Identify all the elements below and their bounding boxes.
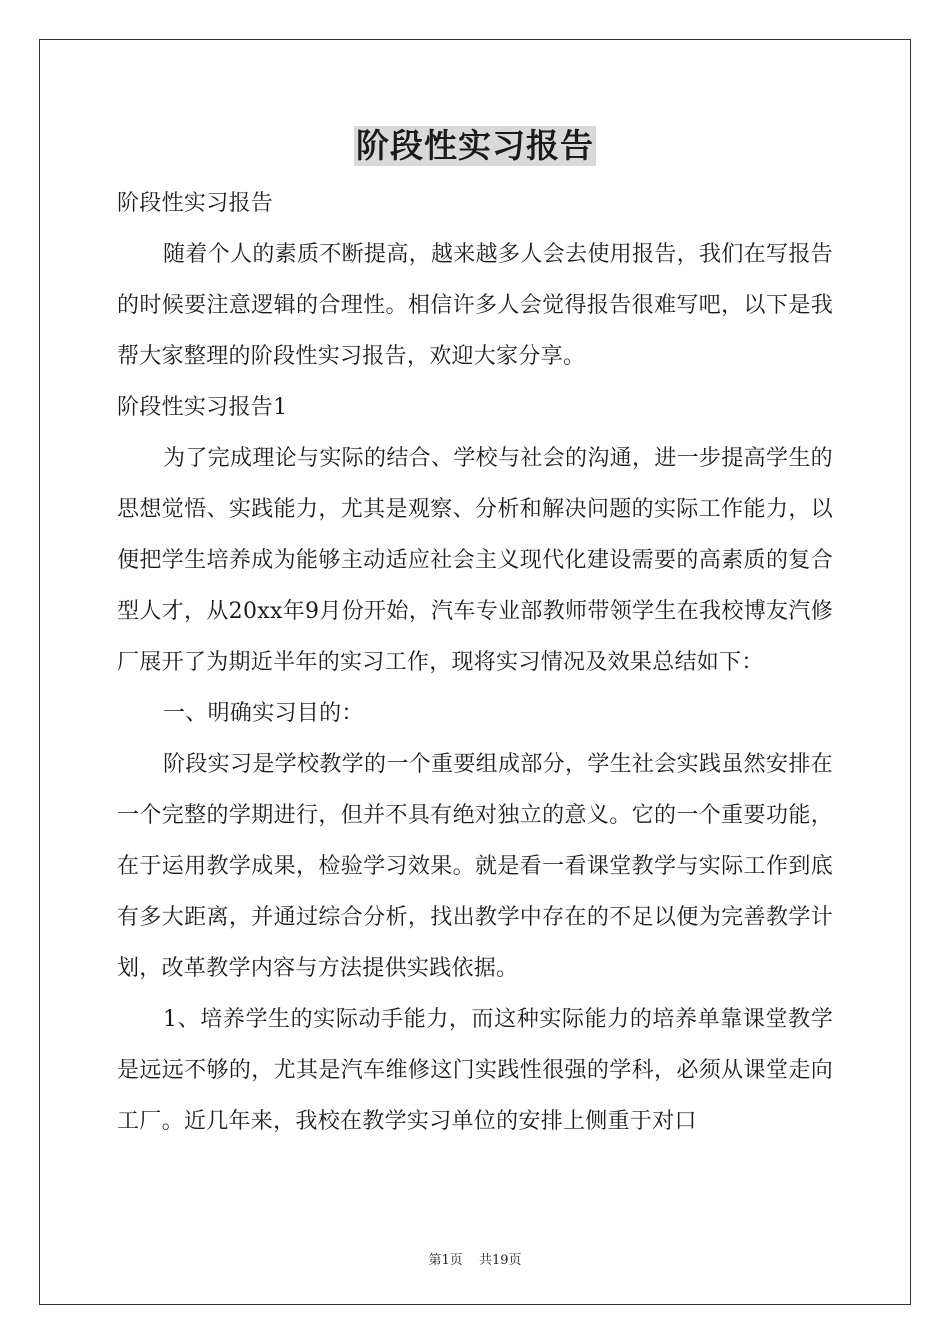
paragraph: 阶段性实习报告 xyxy=(117,191,274,216)
paragraph: 阶段实习是学校教学的一个重要组成部分，学生社会实践虽然安排在一个完整的学期进行，但并不具有绝对独立的意义。它的一个重要功能，在于运用教学成果，检验学习效果。就是看一看课堂教学与实际工作到底有多大距离，并通过综合分析，找出教学中存在的不足以便为完善教学计划，改革教学内容与方法提供实践依据。 xyxy=(117,752,833,981)
title-container xyxy=(0,126,950,166)
document-title: 阶段性实习报告 xyxy=(356,126,594,165)
page-footer xyxy=(0,1249,950,1268)
section-heading: 一、明确实习目的： xyxy=(163,701,364,726)
page-number: 第1页 xyxy=(428,1253,463,1268)
section-heading: 阶段性实习报告1 xyxy=(117,395,288,420)
page-total: 共19页 xyxy=(478,1253,522,1268)
document-body xyxy=(117,178,833,1147)
paragraph: 1、培养学生的实际动手能力，而这种实际能力的培养单靠课堂教学是远远不够的，尤其是汽车维修这门实践性很强的学科，必须从课堂走向工厂。近几年来，我校在教学实习单位的安排上侧重于对口 xyxy=(117,1007,833,1134)
paragraph: 随着个人的素质不断提高，越来越多人会去使用报告，我们在写报告的时候要注意逻辑的合理性。相信许多人会觉得报告很难写吧，以下是我帮大家整理的阶段性实习报告，欢迎大家分享。 xyxy=(117,242,833,369)
paragraph: 为了完成理论与实际的结合、学校与社会的沟通，进一步提高学生的思想觉悟、实践能力，尤其是观察、分析和解决问题的实际工作能力，以便把学生培养成为能够主动适应社会主义现代化建设需要的高素质的复合型人才，从20xx年9月份开始，汽车专业部教师带领学生在我校博友汽修厂展开了为期近半年的实习工作，现将实习情况及效果总结如下： xyxy=(117,446,833,675)
